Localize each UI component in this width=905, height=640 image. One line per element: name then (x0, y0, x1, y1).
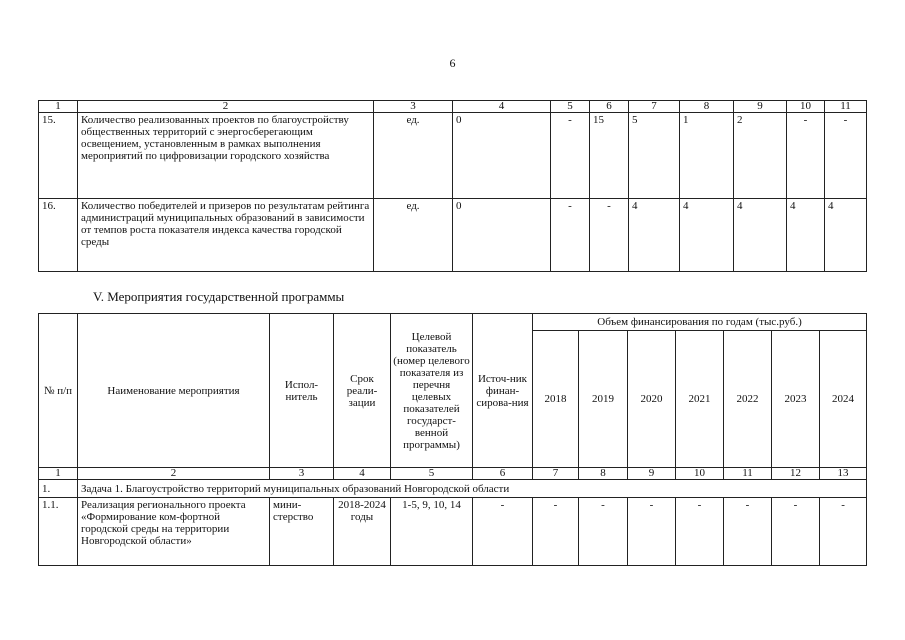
col-number: 7 (629, 101, 680, 113)
value-cell: 4 (825, 199, 867, 272)
table-row (39, 113, 867, 199)
row-number: 16. (39, 199, 78, 272)
header-year: 2023 (772, 331, 820, 468)
year-value: - (820, 498, 867, 566)
target-cell: 1-5, 9, 10, 14 (391, 498, 473, 566)
col-number: 11 (724, 468, 772, 480)
table-row (39, 199, 867, 272)
col-number: 11 (825, 101, 867, 113)
col-number: 4 (334, 468, 391, 480)
section-title: V. Мероприятия государственной программы (93, 289, 345, 304)
col-number: 10 (787, 101, 825, 113)
col-number: 1 (39, 101, 78, 113)
col-number: 9 (628, 468, 676, 480)
header-year: 2022 (724, 331, 772, 468)
value-cell: - (551, 113, 590, 199)
col-number: 12 (772, 468, 820, 480)
year-value: - (772, 498, 820, 566)
page-number: 6 (449, 56, 456, 70)
header-year: 2020 (628, 331, 676, 468)
value-cell: 1 (680, 113, 734, 199)
source-cell: - (473, 498, 533, 566)
col-number: 2 (78, 468, 270, 480)
value-cell: 0 (453, 113, 551, 199)
header-year: 2018 (533, 331, 579, 468)
activity-name: Реализация регионального проекта «Формирование ком-фортной городской среды на территории Новгородской области» (78, 498, 270, 566)
header-target-indicator: Целевой показатель (номер целевого показателя из перечня целевых показателей государст-венной программы) (391, 314, 473, 468)
indicator-name: Количество реализованных проектов по благоустройству общественных территорий с энергосберегающим освещением, установленным в рамках выполнения мероприятий по цифровизации городского хозяйства (78, 113, 374, 199)
value-cell: 0 (453, 199, 551, 272)
header-activity-name: Наименование мероприятия (78, 314, 270, 468)
task-number: 1. (39, 480, 78, 498)
value-cell: 4 (680, 199, 734, 272)
year-value: - (676, 498, 724, 566)
col-number: 5 (391, 468, 473, 480)
header-funding-volume: Объем финансирования по годам (тыс.руб.) (533, 314, 867, 331)
task-row (39, 480, 867, 498)
col-number: 6 (590, 101, 629, 113)
col-number: 3 (270, 468, 334, 480)
col-number: 10 (676, 468, 724, 480)
value-cell: 2 (734, 113, 787, 199)
value-cell: 15 (590, 113, 629, 199)
year-value: - (628, 498, 676, 566)
year-value: - (579, 498, 628, 566)
col-number: 5 (551, 101, 590, 113)
col-number: 2 (78, 101, 374, 113)
value-cell: - (590, 199, 629, 272)
activities-table (38, 313, 867, 566)
col-number: 6 (473, 468, 533, 480)
table-row (39, 498, 867, 566)
value-cell: - (787, 113, 825, 199)
col-number: 1 (39, 468, 78, 480)
header-year: 2024 (820, 331, 867, 468)
header-term: Срок реали-зации (334, 314, 391, 468)
col-number: 8 (680, 101, 734, 113)
row-number: 15. (39, 113, 78, 199)
column-number-row (39, 101, 867, 113)
header-year: 2021 (676, 331, 724, 468)
value-cell: 4 (629, 199, 680, 272)
value-cell: 5 (629, 113, 680, 199)
header-funding-source: Источ-ник финан-сирова-ния (473, 314, 533, 468)
indicator-name: Количество победителей и призеров по результатам рейтинга администраций муниципальных образований в зависимости от темпов роста показателя индекса качества городской среды (78, 199, 374, 272)
col-number: 7 (533, 468, 579, 480)
unit-cell: ед. (374, 199, 453, 272)
unit-cell: ед. (374, 113, 453, 199)
value-cell: - (551, 199, 590, 272)
header-number: № п/п (39, 314, 78, 468)
term-cell: 2018-2024 годы (334, 498, 391, 566)
value-cell: 4 (787, 199, 825, 272)
value-cell: - (825, 113, 867, 199)
row-number: 1.1. (39, 498, 78, 566)
year-value: - (724, 498, 772, 566)
header-executor: Испол-нитель (270, 314, 334, 468)
col-number: 8 (579, 468, 628, 480)
header-year: 2019 (579, 331, 628, 468)
value-cell: 4 (734, 199, 787, 272)
executor-cell: мини-стерство (270, 498, 334, 566)
indicators-table (38, 100, 867, 272)
col-number: 4 (453, 101, 551, 113)
task-title: Задача 1. Благоустройство территорий муниципальных образований Новгородской области (78, 480, 867, 498)
col-number: 9 (734, 101, 787, 113)
column-number-row (39, 468, 867, 480)
year-value: - (533, 498, 579, 566)
col-number: 13 (820, 468, 867, 480)
col-number: 3 (374, 101, 453, 113)
